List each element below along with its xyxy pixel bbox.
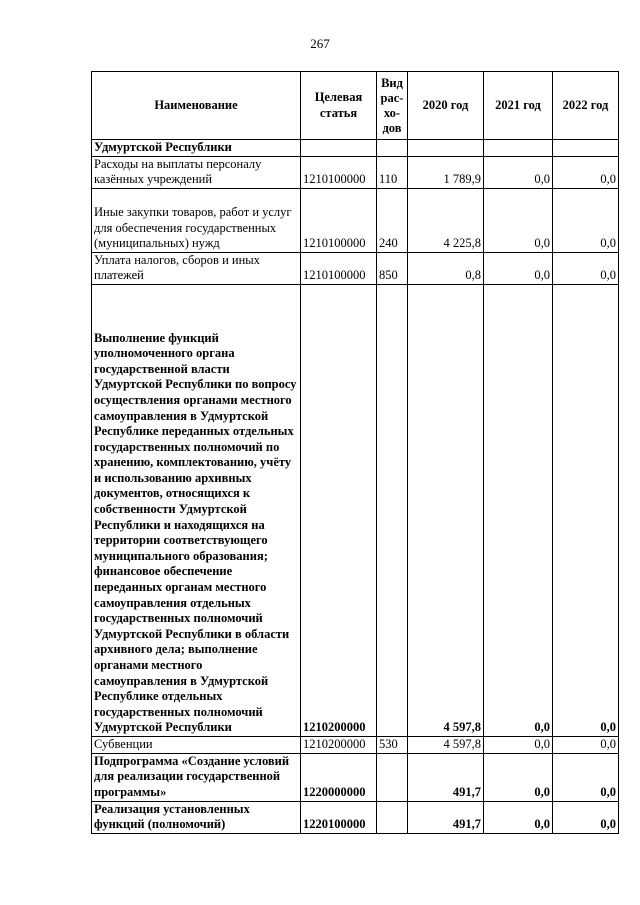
row-2020: 491,7 — [408, 801, 484, 833]
row-code: 1210100000 — [301, 156, 377, 188]
header-type — [377, 72, 408, 140]
row-name: Выполнение функций уполномоченного органа государственной власти Удмуртской Республики по вопросу осуществления органами местного самоуправления в Удмуртской Республике переданных отдельных государственных полномочий по хранению, комплектованию, учёту и использованию архивных документов, относящихся к собственности Удмуртской Республики и находящихся на территории соответствующего муниципального образования; финансовое обеспечение переданных органам местного самоуправления отдельных государственных полномочий Удмуртской Республики в области архивного дела; выполнение органами местного самоуправления в Удмуртской Республике отдельных государственных полномочий Удмуртской Республики — [92, 284, 301, 736]
header-2022: 2022 год — [553, 72, 619, 140]
header-name: Наименование — [92, 72, 301, 140]
table-header-row — [92, 72, 619, 140]
table-row — [92, 140, 619, 157]
row-2021: 0,0 — [484, 156, 553, 188]
row-type — [377, 284, 408, 736]
row-code: 1210100000 — [301, 188, 377, 252]
row-2022: 0,0 — [553, 284, 619, 736]
row-code — [301, 140, 377, 157]
row-2020 — [408, 140, 484, 157]
row-2022: 0,0 — [553, 252, 619, 284]
row-type: 850 — [377, 252, 408, 284]
row-2020: 4 597,8 — [408, 736, 484, 753]
page-number: 267 — [310, 36, 330, 51]
row-2022 — [553, 140, 619, 157]
row-code: 1210200000 — [301, 284, 377, 736]
row-name: Удмуртской Республики — [92, 140, 301, 157]
table-row — [92, 284, 619, 736]
row-2022: 0,0 — [553, 801, 619, 833]
table-row — [92, 188, 619, 252]
row-2020: 491,7 — [408, 753, 484, 801]
row-type — [377, 801, 408, 833]
row-2022: 0,0 — [553, 753, 619, 801]
row-code: 1210200000 — [301, 736, 377, 753]
row-2022: 0,0 — [553, 188, 619, 252]
row-2021: 0,0 — [484, 736, 553, 753]
row-type: 110 — [377, 156, 408, 188]
row-type: 530 — [377, 736, 408, 753]
row-name: Субвенции — [92, 736, 301, 753]
row-name: Расходы на выплаты персоналу казённых учреждений — [92, 156, 301, 188]
row-code: 1220100000 — [301, 801, 377, 833]
table-row — [92, 736, 619, 753]
row-type — [377, 753, 408, 801]
row-2021 — [484, 140, 553, 157]
row-type: 240 — [377, 188, 408, 252]
header-code-line1: Целевая — [314, 89, 363, 104]
header-type-line4: дов — [382, 120, 402, 135]
row-code: 1210100000 — [301, 252, 377, 284]
row-type — [377, 140, 408, 157]
row-2021: 0,0 — [484, 188, 553, 252]
header-code-line2: статья — [319, 105, 358, 120]
budget-table — [91, 71, 619, 834]
row-2021: 0,0 — [484, 284, 553, 736]
row-2021: 0,0 — [484, 801, 553, 833]
table-row — [92, 753, 619, 801]
header-type-line3: хо- — [383, 105, 401, 120]
row-name: Уплата налогов, сборов и иных платежей — [92, 252, 301, 284]
row-name: Иные закупки товаров, работ и услуг для обеспечения государственных (муниципальных) нужд — [92, 188, 301, 252]
table-row — [92, 801, 619, 833]
table-row — [92, 156, 619, 188]
row-2022: 0,0 — [553, 736, 619, 753]
row-2022: 0,0 — [553, 156, 619, 188]
header-2021: 2021 год — [484, 72, 553, 140]
row-2021: 0,0 — [484, 753, 553, 801]
row-code: 1220000000 — [301, 753, 377, 801]
row-name: Реализация установленных функций (полномочий) — [92, 801, 301, 833]
row-2020: 4 597,8 — [408, 284, 484, 736]
row-2021: 0,0 — [484, 252, 553, 284]
header-type-line1: Вид — [381, 75, 403, 90]
table-row — [92, 252, 619, 284]
row-2020: 1 789,9 — [408, 156, 484, 188]
row-2020: 0,8 — [408, 252, 484, 284]
row-2020: 4 225,8 — [408, 188, 484, 252]
header-code — [301, 72, 377, 140]
header-2020: 2020 год — [408, 72, 484, 140]
header-type-line2: рас- — [380, 90, 404, 105]
row-name: Подпрограмма «Создание условий для реализации государственной программы» — [92, 753, 301, 801]
